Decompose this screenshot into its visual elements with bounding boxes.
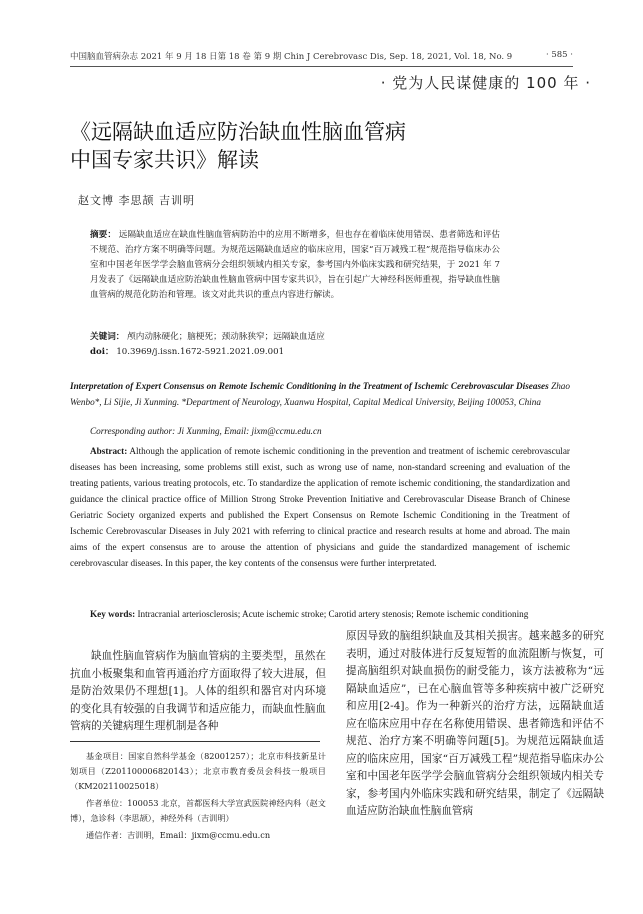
abstract-en-text: Although the application of remote ischemic conditioning in the prevention and treatment of ischemic cerebrovascular diseases has been increasing, some problems still exist, such as wrong use of name, non-standard screening and evaluation of the treating patients, various treating protocols, etc. To standardize the application of remote ischemic conditioning, the standardization and guidance the clinical practice office of Million Strong Stroke Prevention Initiative and Cerebrovascular Disease Branch of Chinese Geriatric Society organized experts and published the Expert Consensus on Remote Ischemic Conditioning in the Treatment of Ischemic Cerebrovascular Diseases in July 2021 with referring to clinical practice and research results at home and abroad. The main aims of the expert consensus are to arouse the attention of physicians and guide the standardized management of ischemic cerebrovascular diseases. In this paper, the key contents of the consensus were further interpretated. — [70, 446, 570, 568]
running-header — [70, 50, 573, 67]
doi-text: 10.3969/j.issn.1672-5921.2021.09.001 — [116, 347, 285, 357]
keywords-en-text: Intracranial arteriosclerosis; Acute ischemic stroke; Carotid artery stenosis; Remote ischemic conditioning — [137, 609, 529, 619]
keywords-cn-label: 关键词： — [90, 332, 125, 342]
keywords-cn — [90, 330, 510, 342]
abstract-cn-text: 远隔缺血适应在缺血性脑血管病防治中的应用不断增多，但也存在着临床使用错误、患者筛选和评估不规范、治疗方案不明确等问题。为规范远隔缺血适应的临床应用，国家“百万减残工程”规范指导临床办公室和中国老年医学学会脑血管病分会组织领域内相关专家，参考国内外临床实践和研究结果，于 2021 年 7 月发表了《远隔缺血适应防治缺血性脑血管病中国专家共识》，旨在引起广大神经科医师重视，指导缺血性脑血管病的规范化防治和管理。该文对此共识的重点内容进行解读。 — [90, 230, 500, 300]
abstract-en — [70, 443, 570, 571]
body-column-left — [70, 648, 326, 736]
abstract-cn — [90, 228, 500, 303]
footnote-funding: 基金项目：国家自然科学基金（82001257）；北京市科技新星计划项目（Z201100006820143）；北京市教育委员会科技一般项目（KM202110025018） — [70, 751, 326, 791]
corresponding-author-en: Corresponding author: Ji Xunming, Email: jixm@ccmu.edu.cn — [90, 426, 322, 436]
keywords-cn-text: 颅内动脉硬化；脑梗死；颈动脉狭窄；远隔缺血适应 — [127, 332, 325, 342]
english-authors: Zhao Wenbo*, Li Sijie, Ji Xunming. *Department of Neurology, Xuanwu Hospital, Capital Medical University, Beijing 100053, China — [70, 381, 570, 407]
column-banner: · 党为人民谋健康的 100 年 · — [380, 74, 591, 92]
keywords-en-label: Key words: — [90, 609, 136, 619]
body-left-text: 缺血性脑血管病作为脑血管病的主要类型，虽然在抗血小板聚集和血管再通治疗方面取得了较大进展，但是防治效果仍不理想[1]。人体的组织和器官对内环境的变化具有较强的自我调节和适应能力，而缺血性脑血管病的关键病理生理机制是各种 — [70, 650, 326, 732]
footnote-rule — [70, 741, 320, 742]
english-title-block — [70, 378, 570, 410]
journal-line: 中国脑血管病杂志 2021 年 9 月 18 日第 18 卷 第 9 期 Chin J Cerebrovasc Dis, Sep. 18, 2021, Vol. 18, No. 9 — [70, 52, 513, 62]
keywords-en — [70, 606, 570, 622]
footnote-affiliation: 作者单位：100053 北京，首都医科大学宣武医院神经内科（赵文博），急诊科（李思颉），神经外科（吉训明） — [70, 798, 326, 823]
abstract-cn-label: 摘要： — [90, 230, 116, 240]
footnotes — [70, 749, 326, 845]
doi-label: doi： — [90, 347, 114, 357]
title-line-2: 中国专家共识》解读 — [70, 148, 259, 172]
article-title — [70, 118, 590, 174]
footnote-correspondence: 通信作者：吉训明，Email：jixm@ccmu.edu.cn — [86, 830, 271, 840]
body-right-text: 原因导致的脑组织缺血及其相关损害。越来越多的研究表明，通过对肢体进行反复短暂的血流阻断与恢复，可提高脑组织对缺血损伤的耐受能力，该方法被称为“远隔缺血适应”，已在心脑血管等多种疾病中被广泛研究和应用[2-4]。作为一种新兴的治疗方法，远隔缺血适应在临床应用中存在名称使用错误、患者筛选和评估不规范、治疗方案不明确等问题[5]。为规范远隔缺血适应的临床应用，国家“百万减残工程”规范指导临床办公室和中国老年医学学会脑血管病分会组织领域内相关专家，参考国内外临床实践和研究结果，制定了《远隔缺血适应防治缺血性脑血管病 — [346, 630, 604, 817]
title-line-1: 《远隔缺血适应防治缺血性脑血管病 — [70, 120, 406, 144]
page-number: · 585 · — [545, 50, 573, 60]
abstract-en-label: Abstract: — [90, 446, 128, 456]
body-column-right — [346, 628, 604, 821]
english-title: Interpretation of Expert Consensus on Remote Ischemic Conditioning in the Treatment of Ischemic Cerebrovascular Diseases — [70, 381, 549, 391]
doi — [90, 345, 284, 357]
authors: 赵文博 李思颉 吉训明 — [78, 194, 195, 207]
